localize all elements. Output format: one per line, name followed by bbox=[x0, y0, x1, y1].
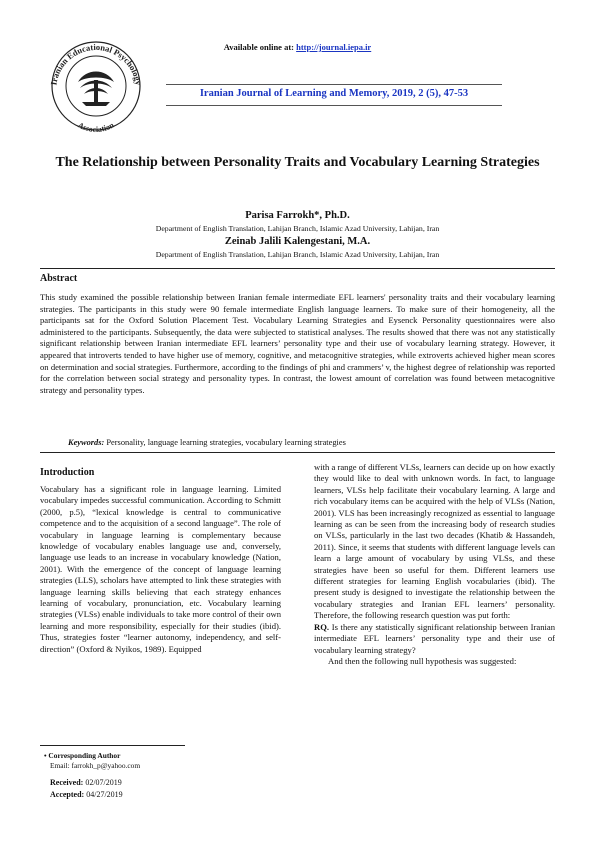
received-label: Received: bbox=[50, 778, 84, 787]
introduction-heading: Introduction bbox=[40, 467, 95, 478]
author-name-1: Parisa Farrokh*, Ph.D. bbox=[245, 210, 350, 221]
author-affiliation-2: Department of English Translation, Lahijan Branch, Islamic Azad University, Lahijan, Iran bbox=[155, 250, 440, 259]
corresponding-email: Email: farrokh_p@yahoo.com bbox=[50, 761, 141, 770]
journal-top-rule bbox=[166, 84, 502, 85]
accepted-label: Accepted: bbox=[50, 789, 85, 799]
journal-bottom-rule bbox=[166, 105, 502, 106]
right-column-paragraph: with a range of different VLSs, learners can decide up on how exactly they would like to deal with unknown words. In fact, to language learners, VLSs help facilitate their vocabulary learning. A large and rich vocabulary items can be acquired with the help of VLSs (Nation, 2001). VLS has been increasingly recognized as essential to language learning as can be seen from the increasing body of research studies on VLSs, particularly in the last two decades (Khatib & Hassandeh, 2011). Since, it seems that students with different language levels can learn a large amount of vocabulary by using VLSs, and these strategies have been so useful for them. Different learners use different strategies for learning English vocabularies (ibid). The present study is designed to investigate the relationship between the vocabulary strategies and Iranian EFL learners’ personality. Therefore, the following research question was put forth: bbox=[314, 462, 555, 621]
author-name-2: Zeinab Jalili Kalengestani, M.A. bbox=[224, 236, 371, 247]
abstract-heading: Abstract bbox=[40, 273, 78, 284]
null-hypothesis-intro: And then the following null hypothesis was suggested: bbox=[328, 655, 517, 666]
abstract-text: This study examined the possible relationship between Iranian female intermediate EFL learners' personality traits and their vocabulary learning strategies. The participants in this study were 90 female intermediate English language learners. To make sure of their homogeneity, all the participants sat for the Oxford Solution Placement Test. Vocabulary Learning Strategies and Eysenck Personality questionnaires were also administered to the participants. Subsequently, the data were subjected to statistical analyses. The results showed that there was not any statistically significant relationship between Iranian intermediate EFL learners’ personality type and their use of vocabulary learning strategy. However, it appeared that introverts tended to have higher use of memory, cognitive, and metacognitive strategies, while extroverts achieved higher mean scores on determination and social strategies. Furthermore, according to the findings of phi and crammers’ v, the highest degree of relationship was reported for the correlation between social strategy and personality types. In contrast, the lowest amount of correlation was found between metacognitive strategy and personality types. bbox=[40, 292, 555, 395]
accepted-date: 04/27/2019 bbox=[86, 789, 123, 799]
research-question bbox=[314, 622, 555, 656]
journal-url-link[interactable]: http://journal.iepa.ir bbox=[296, 42, 372, 52]
received-date: 02/07/2019 bbox=[85, 778, 122, 787]
keywords-line bbox=[68, 438, 346, 447]
rq-label: RQ. bbox=[314, 621, 330, 632]
paper-title: The Relationship between Personality Traits and Vocabulary Learning Strategies bbox=[55, 155, 540, 170]
journal-citation: Iranian Journal of Learning and Memory, 2019, 2 (5), 47-53 bbox=[199, 88, 469, 99]
introduction-left-column: Vocabulary has a significant role in language learning. Limited vocabulary impedes successful communication. According to Schmitt (2000, p.5), “lexical knowledge is central to communicative competence and to the acquisition of a second language”. The role of vocabulary in language learning is complementary because knowledge of vocabulary enables language use and, conversely, language use leads to an increase in vocabulary knowledge (Nation, 2001). With the emergence of the concept of language learning strategies (LLS), scholars have attempted to link these strategies with language learning skills believing that each strategy enhances learning of vocabulary, pronunciation, etc. Vocabulary learning strategies (VLSs) enable individuals to take more control of their own learning and more responsibility, especially for their studies (ibid). Thus, strategies foster “learner autonomy, independency, and self-direction” (Oxford & Nyikos, 1989). Equipped bbox=[40, 484, 281, 654]
abstract-bottom-rule bbox=[40, 452, 555, 453]
svg-text:Association bbox=[76, 120, 116, 134]
received-line bbox=[50, 777, 123, 789]
available-label: Available online at: bbox=[223, 42, 294, 52]
author-affiliation-1: Department of English Translation, Lahijan Branch, Islamic Azad University, Lahijan, Iran bbox=[155, 224, 440, 233]
keywords-text: Personality, language learning strategies, vocabulary learning strategies bbox=[106, 438, 346, 447]
corresponding-author-label: • Corresponding Author bbox=[44, 751, 121, 760]
accepted-line bbox=[50, 789, 123, 801]
rq-text: Is there any statistically significant relationship between Iranian intermediate EFL learners’ personality type and their use of vocabulary learning strategy? bbox=[314, 621, 555, 655]
logo-text-bottom: Association bbox=[76, 120, 116, 135]
logo-text-top: Iranian Educational Psychology bbox=[48, 41, 144, 86]
abstract-top-rule bbox=[40, 268, 555, 269]
keywords-label: Keywords: bbox=[68, 438, 105, 447]
availability-line bbox=[0, 42, 595, 52]
introduction-right-column bbox=[314, 462, 555, 667]
submission-dates bbox=[50, 777, 123, 800]
footnote-rule bbox=[40, 745, 185, 746]
